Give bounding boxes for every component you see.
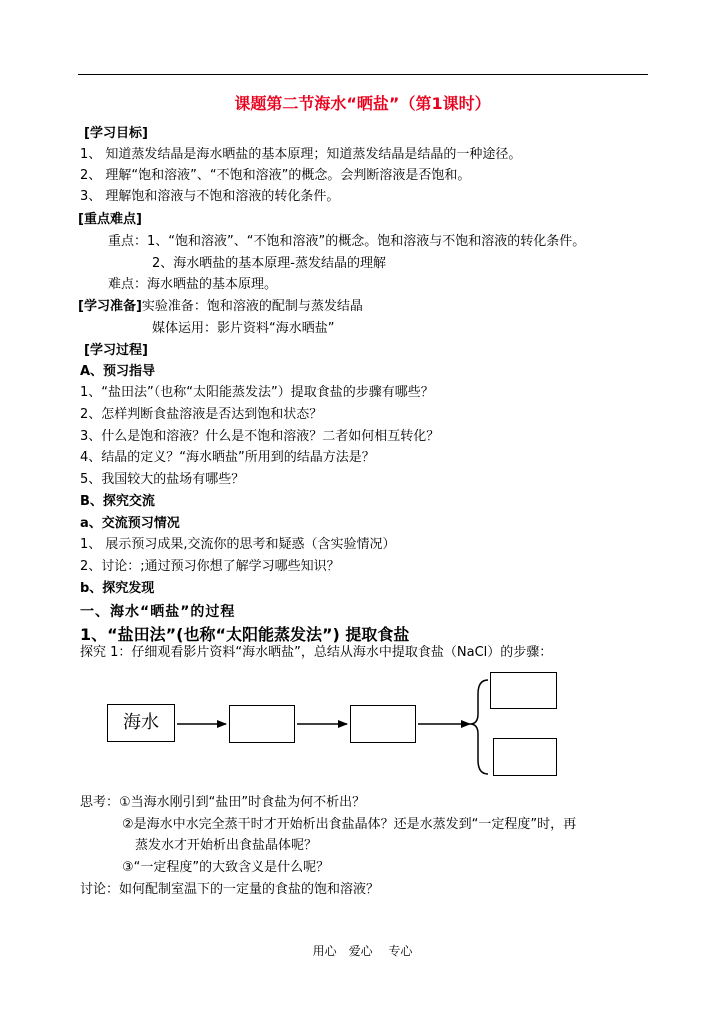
preparation-line <box>78 299 363 315</box>
difficulty-line: 难点：海水晒盐的基本原理。 <box>108 277 278 292</box>
part-one-subheading: 1、“盐田法”(也称“太阳能蒸发法”) 提取食盐 <box>80 625 410 644</box>
preview-heading: A、预习指导 <box>80 364 156 379</box>
preparation-experiment: 实验准备：饱和溶液的配制与蒸发结晶 <box>141 299 363 314</box>
thinking-q2-line2: 蒸发水才开始析出食盐晶体呢？ <box>135 838 318 853</box>
focus-line-2: 2、海水晒盐的基本原理-蒸发结晶的理解 <box>152 256 386 271</box>
discussion-text: 讨论：如何配制室温下的一定量的食盐的饱和溶液？ <box>80 882 380 897</box>
preview-item: 4、结晶的定义？“海水晒盐”所用到的结晶方法是？ <box>80 450 375 465</box>
discovery-heading: b、探究发现 <box>80 581 155 596</box>
explore-1-text: 探究 1：仔细观看影片资料“海水晒盐”，总结从海水中提取食盐（NaCl）的步骤： <box>80 645 553 660</box>
exchange-heading: a、交流预习情况 <box>80 516 180 531</box>
exchange-item: 2、讨论：;通过预习你想了解学习哪些知识？ <box>80 559 340 574</box>
header-rule <box>78 74 648 75</box>
preview-item: 2、怎样判断食盐溶液是否达到饱和状态？ <box>80 407 323 422</box>
key-points-heading: [重点难点] <box>78 212 142 227</box>
seawater-label: 海水 <box>123 712 159 733</box>
preview-item: 1、“盐田法”（也称“太阳能蒸发法”）提取食盐的步骤有哪些？ <box>80 385 434 400</box>
flow-arrows <box>0 660 725 790</box>
objective-item: 2、 理解“饱和溶液”、“不饱和溶液”的概念。会判断溶液是否饱和。 <box>80 168 471 183</box>
objectives-heading: [学习目标] <box>84 126 148 141</box>
thinking-q2-line1: ②是海水中水完全蒸干时才开始析出食盐晶体？还是水蒸发到“一定程度”时，再 <box>122 817 577 832</box>
page-title: 课题第二节海水“晒盐”（第1课时） <box>234 94 491 113</box>
objective-item: 3、 理解饱和溶液与不饱和溶液的转化条件。 <box>80 189 340 204</box>
thinking-q3: ③“一定程度”的大致含义是什么呢？ <box>122 860 330 875</box>
explore-heading: B、探究交流 <box>80 494 155 509</box>
part-one-heading: 一、海水“晒盐”的过程 <box>80 604 236 620</box>
preview-item: 3、什么是饱和溶液？什么是不饱和溶液？二者如何相互转化？ <box>80 429 440 444</box>
objective-item: 1、 知道蒸发结晶是海水晒盐的基本原理；知道蒸发结晶是结晶的一种途径。 <box>80 147 522 162</box>
brace-icon <box>470 680 488 774</box>
preparation-media: 媒体运用：影片资料“海水晒盐” <box>152 321 335 336</box>
focus-line-1: 重点：1、“饱和溶液”、“不饱和溶液”的概念。饱和溶液与不饱和溶液的转化条件。 <box>108 234 586 249</box>
preview-item: 5、我国较大的盐场有哪些？ <box>80 472 245 487</box>
process-heading: [学习过程] <box>84 343 148 358</box>
page-footer: 用心 爱心 专心 <box>312 944 413 958</box>
thinking-q1: 思考：①当海水刚引到“盐田”时食盐为何不析出？ <box>80 795 366 810</box>
exchange-item: 1、 展示预习成果,交流你的思考和疑惑（含实验情况） <box>80 537 396 552</box>
preparation-heading: [学习准备] <box>78 299 142 314</box>
